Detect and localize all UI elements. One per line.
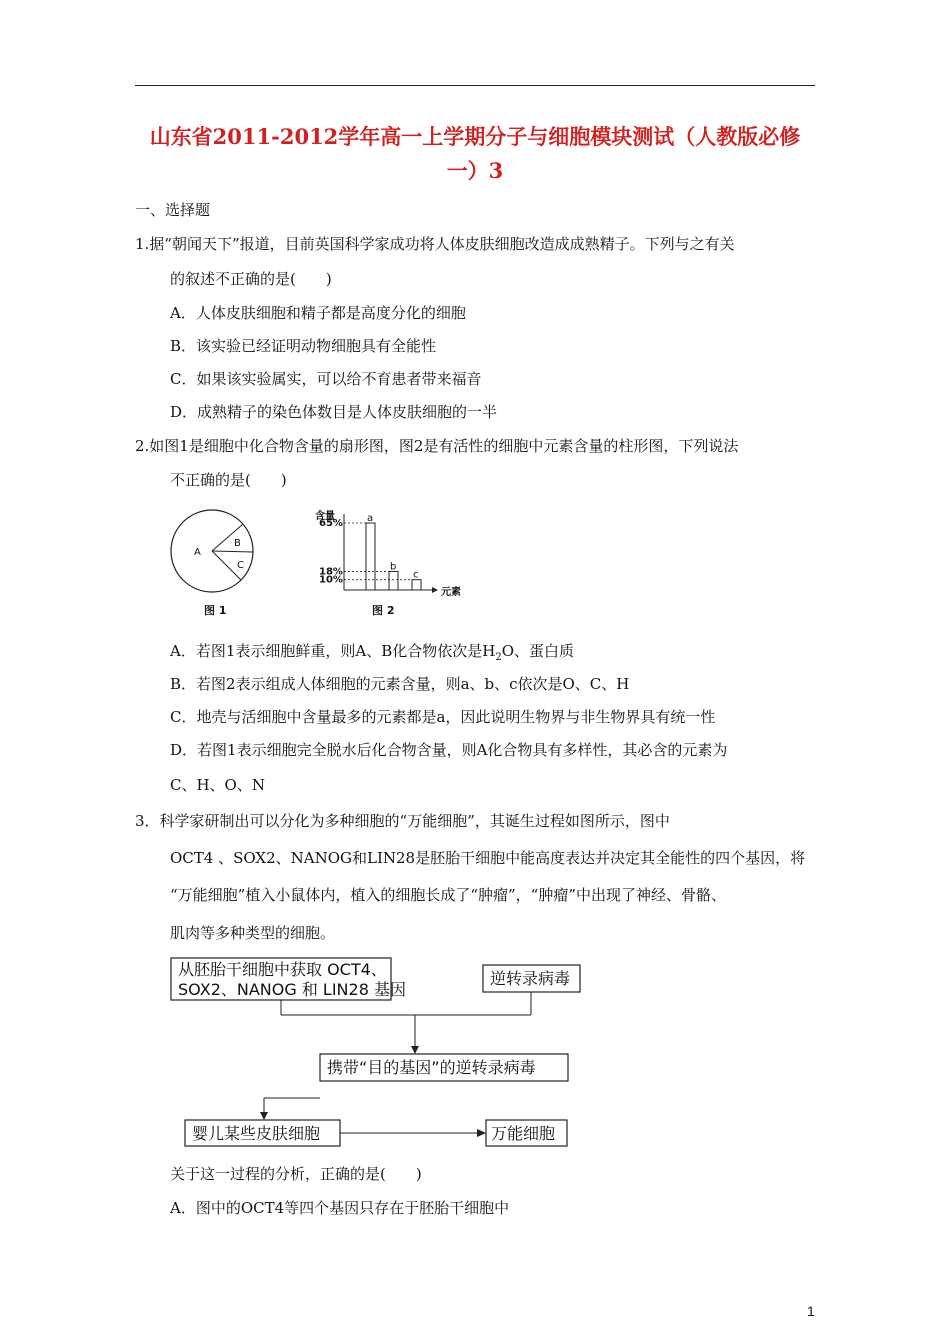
q3-stem-line3: “万能细胞”植入小鼠体内，植入的细胞长成了“肿瘤”，“肿瘤”中出现了神经、骨骼、 (170, 886, 727, 904)
header-rule (135, 85, 815, 86)
q1-stem-line2: 的叙述不正确的是( ) (170, 270, 332, 288)
q2-option-a-text: A．若图1表示细胞鲜重，则A、B化合物依次是H (170, 642, 496, 660)
q2-option-c: C．地壳与活细胞中含量最多的元素都是a，因此说明生物界与非生物界具有统一性 (170, 708, 716, 726)
page-number: 1 (807, 1303, 815, 1319)
q2-option-a-text-end: O、蛋白质 (501, 642, 575, 660)
q3-stem-line1: 3．科学家研制出可以分化为多种细胞的“万能细胞”，其诞生过程如图所示，图中 (135, 812, 670, 830)
q2-stem-line2: 不正确的是( ) (170, 471, 287, 489)
figure1-caption: 图 1 (204, 604, 227, 617)
q2-option-a-subscript: 2 (495, 652, 502, 663)
pie-label-b: B (234, 538, 241, 549)
bar-b (389, 571, 398, 590)
flow-box-retrovirus-label: 逆转录病毒 (490, 969, 571, 988)
q3-flowchart (170, 955, 600, 1155)
q2-option-a (170, 642, 574, 664)
q1-option-b: B．该实验已经证明动物细胞具有全能性 (170, 337, 437, 355)
q1-option-d: D．成熟精子的染色体数目是人体皮肤细胞的一半 (170, 403, 498, 421)
q3-stem-line4: 肌肉等多种类型的细胞。 (170, 924, 336, 942)
x-axis-arrow (432, 587, 438, 593)
bar-label-b: b (390, 561, 397, 573)
bar-label-a: a (367, 513, 374, 524)
q2-stem-line1: 2.如图1是细胞中化合物含量的扇形图，图2是有活性的细胞中元素含量的柱形图，下列说法 (135, 437, 739, 455)
q2-option-d-line1: D．若图1表示细胞完全脱水后化合物含量，则A化合物具有多样性，其必含的元素为 (170, 741, 728, 759)
y-tick-label-b: 18% (319, 566, 343, 578)
q2-option-d-line2: C、H、O、N (170, 776, 265, 794)
flow-box-carrier-label: 携带“目的基因”的逆转录病毒 (327, 1058, 536, 1077)
chart-xlabel: 元素 (441, 587, 461, 598)
q3-stem-line2: OCT4 、SOX2、NANOG和LIN28是胚胎干细胞中能高度表达并决定其全能性的四个基因，将 (170, 849, 806, 867)
y-tick-label-c: 10% (319, 574, 343, 586)
flow-arrowhead-1 (411, 1046, 419, 1054)
figure2-bar-chart (310, 505, 480, 605)
flow-box-universal-cell-label: 万能细胞 (491, 1124, 556, 1143)
flow-box-genes-line1: 从胚胎干细胞中获取 OCT4、 (178, 960, 387, 979)
bar-label-c: c (413, 569, 419, 581)
doc-title-line2: 一）3 (446, 158, 504, 183)
section-heading: 一、选择题 (135, 201, 211, 219)
bar-c (412, 580, 421, 590)
flow-box-genes-line2: SOX2、NANOG 和 LIN28 基因 (178, 980, 406, 999)
pie-divider-2 (212, 551, 253, 552)
pie-label-a: A (194, 547, 201, 558)
q3-option-a: A．图中的OCT4等四个基因只存在于胚胎干细胞中 (170, 1199, 510, 1217)
q1-option-c: C．如果该实验属实，可以给不育患者带来福音 (170, 370, 482, 388)
y-tick-label-a: 65% (319, 518, 343, 529)
q1-stem-line1: 1.据“朝闻天下”报道，目前英国科学家成功将人体皮肤细胞改造成成熟精子。下列与之有关 (135, 235, 735, 253)
flow-arrowhead-3 (477, 1129, 486, 1137)
chart-ylabel: 含量 (315, 511, 335, 522)
flow-box-skin-cells-label: 婴儿某些皮肤细胞 (192, 1124, 321, 1143)
doc-title-line1: 山东省2011-2012学年高一上学期分子与细胞模块测试（人教版必修 (149, 124, 801, 149)
q3-question: 关于这一过程的分析，正确的是( ) (170, 1165, 422, 1183)
q2-option-b: B．若图2表示组成人体细胞的元素含量，则a、b、c依次是O、C、H (170, 675, 630, 693)
figure2-caption: 图 2 (372, 604, 395, 617)
flow-arrowhead-2 (260, 1112, 268, 1120)
q1-option-a: A．人体皮肤细胞和精子都是高度分化的细胞 (170, 304, 466, 322)
pie-label-c: C (237, 560, 244, 571)
